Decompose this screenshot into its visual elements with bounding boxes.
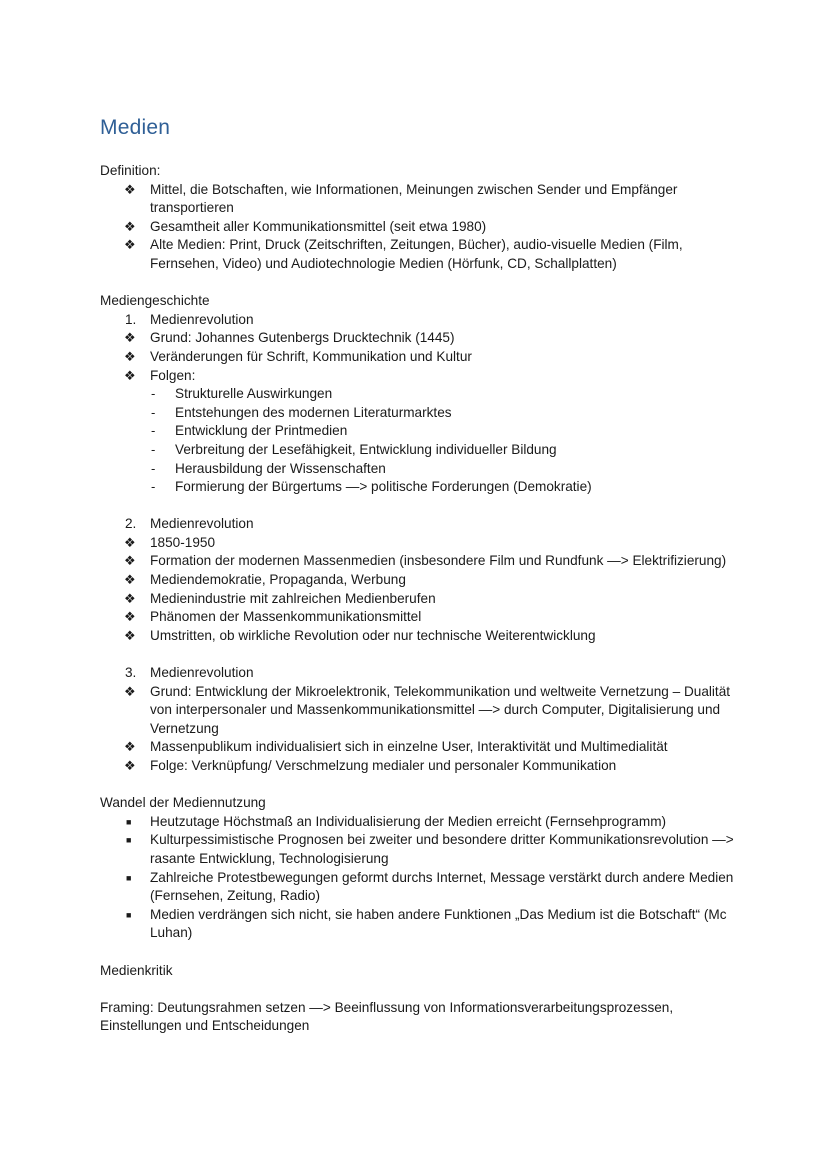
list-item: ■ Heutzutage Höchstmaß an Individualisierung der Medien erreicht (Fernsehprogramm) — [100, 813, 740, 832]
list-item: ❖ Mittel, die Botschaften, wie Informationen, Meinungen zwischen Sender und Empfänger transportieren — [124, 181, 678, 216]
numbered-item: 2. Medienrevolution — [100, 515, 740, 534]
mediengeschichte-heading: Mediengeschichte — [100, 293, 210, 309]
square-bullet-icon: ■ — [126, 872, 132, 883]
definition-list — [100, 181, 740, 274]
dash-bullet-icon: - — [151, 479, 156, 495]
dash-bullet-icon: - — [151, 423, 156, 439]
diamond-bullet-icon: ❖ — [124, 572, 136, 588]
diamond-bullet-icon: ❖ — [124, 330, 136, 346]
revolution-3-list — [100, 664, 740, 776]
diamond-bullet-icon: ❖ — [124, 218, 136, 234]
list-item: ■ Zahlreiche Protestbewegungen geformt durchs Internet, Message verstärkt durch andere Medien (Fernsehen, Zeitung, Radio) — [126, 869, 734, 904]
square-bullet-icon: ■ — [126, 835, 132, 846]
list-item: ❖ Phänomen der Massenkommunikationsmittel — [100, 608, 740, 627]
document-body — [100, 162, 740, 1036]
numbered-item: 3. Medienrevolution — [100, 664, 740, 683]
dash-bullet-icon: - — [151, 441, 156, 457]
wandel-list — [100, 813, 740, 943]
diamond-bullet-icon: ❖ — [124, 367, 136, 383]
diamond-bullet-icon: ❖ — [124, 237, 136, 253]
medienkritik-heading: Medienkritik — [100, 962, 173, 978]
revolution-2-list — [100, 515, 740, 645]
list-item: ❖ Umstritten, ob wirkliche Revolution oder nur technische Weiterentwicklung — [100, 627, 740, 646]
diamond-bullet-icon: ❖ — [124, 553, 136, 569]
list-item: ❖ Medienindustrie mit zahlreichen Medienberufen — [100, 590, 740, 609]
square-bullet-icon: ■ — [126, 816, 132, 827]
list-item: ❖ Massenpublikum individualisiert sich in einzelne User, Interaktivität und Multimedialität — [100, 738, 740, 757]
dash-bullet-icon: - — [151, 460, 156, 476]
list-item: ■ Kulturpessimistische Prognosen bei zweiter und besondere dritter Kommunikationsrevolution —> rasante Entwicklung, Technologisierung — [126, 832, 734, 866]
sub-list-item: - Verbreitung der Lesefähigkeit, Entwicklung individueller Bildung — [100, 441, 740, 460]
dash-bullet-icon: - — [151, 404, 156, 420]
list-item: ❖ Gesamtheit aller Kommunikationsmittel (seit etwa 1980) — [100, 218, 740, 237]
list-item: ❖ 1850-1950 — [100, 534, 740, 553]
list-item: ❖ Veränderungen für Schrift, Kommunikation und Kultur — [100, 348, 740, 367]
list-item: ❖ Grund: Entwicklung der Mikroelektronik, Telekommunikation und weltweite Vernetzung – Dualität von interpersonaler und Massenkommunikationsmittel —> durch Computer, Digitalisierung und Vernetzung — [124, 683, 731, 736]
sub-list-item: - Entstehungen des modernen Literaturmarktes — [100, 404, 740, 423]
list-item: ❖ Folgen: — [100, 367, 740, 386]
diamond-bullet-icon: ❖ — [124, 758, 136, 773]
sub-list-item: - Formierung der Bürgertums —> politische Forderungen (Demokratie) — [100, 478, 740, 497]
page-title: Medien — [100, 116, 171, 139]
diamond-bullet-icon: ❖ — [124, 534, 136, 550]
list-item: ■ Medien verdrängen sich nicht, sie haben andere Funktionen „Das Medium ist die Botschaft“ (Mc Luhan) — [126, 906, 727, 941]
item-number: 1. — [125, 311, 137, 327]
framing-paragraph: Framing: Deutungsrahmen setzen —> Beeinflussung von Informationsverarbeitungsprozessen, Einstellungen und Entscheidungen — [100, 999, 674, 1034]
item-number: 2. — [125, 516, 137, 532]
list-item: ❖ Mediendemokratie, Propaganda, Werbung — [100, 571, 740, 590]
list-item: ❖ Alte Medien: Print, Druck (Zeitschriften, Zeitungen, Bücher), audio-visuelle Medien (Film, Fernsehen, Video) und Audiotechnologie Medien (Hörfunk, CD, Schallplatten) — [124, 237, 683, 271]
square-bullet-icon: ■ — [126, 909, 132, 920]
revolution-1-list — [100, 311, 740, 385]
sub-list-item: - Entwicklung der Printmedien — [100, 422, 740, 441]
sub-list-item: - Strukturelle Auswirkungen — [100, 385, 740, 404]
numbered-item: 1. Medienrevolution — [100, 311, 740, 330]
dash-bullet-icon: - — [151, 386, 156, 402]
list-item: ❖ Formation der modernen Massenmedien (insbesondere Film und Rundfunk —> Elektrifizierung) — [100, 552, 740, 571]
diamond-bullet-icon: ❖ — [124, 627, 136, 643]
diamond-bullet-icon: ❖ — [124, 609, 136, 625]
list-item: ❖ Folge: Verknüpfung/ Verschmelzung medialer und personaler Kommunikation — [100, 757, 740, 776]
diamond-bullet-icon: ❖ — [124, 739, 136, 755]
diamond-bullet-icon: ❖ — [124, 181, 136, 197]
list-item: ❖ Grund: Johannes Gutenbergs Drucktechnik (1445) — [100, 329, 740, 348]
definition-heading: Definition: — [100, 163, 161, 178]
folgen-sublist — [100, 385, 740, 497]
diamond-bullet-icon: ❖ — [124, 590, 136, 606]
diamond-bullet-icon: ❖ — [124, 348, 136, 364]
wandel-heading: Wandel der Mediennutzung — [100, 795, 266, 811]
sub-list-item: - Herausbildung der Wissenschaften — [100, 460, 740, 479]
diamond-bullet-icon: ❖ — [124, 683, 136, 699]
item-number: 3. — [125, 665, 137, 681]
